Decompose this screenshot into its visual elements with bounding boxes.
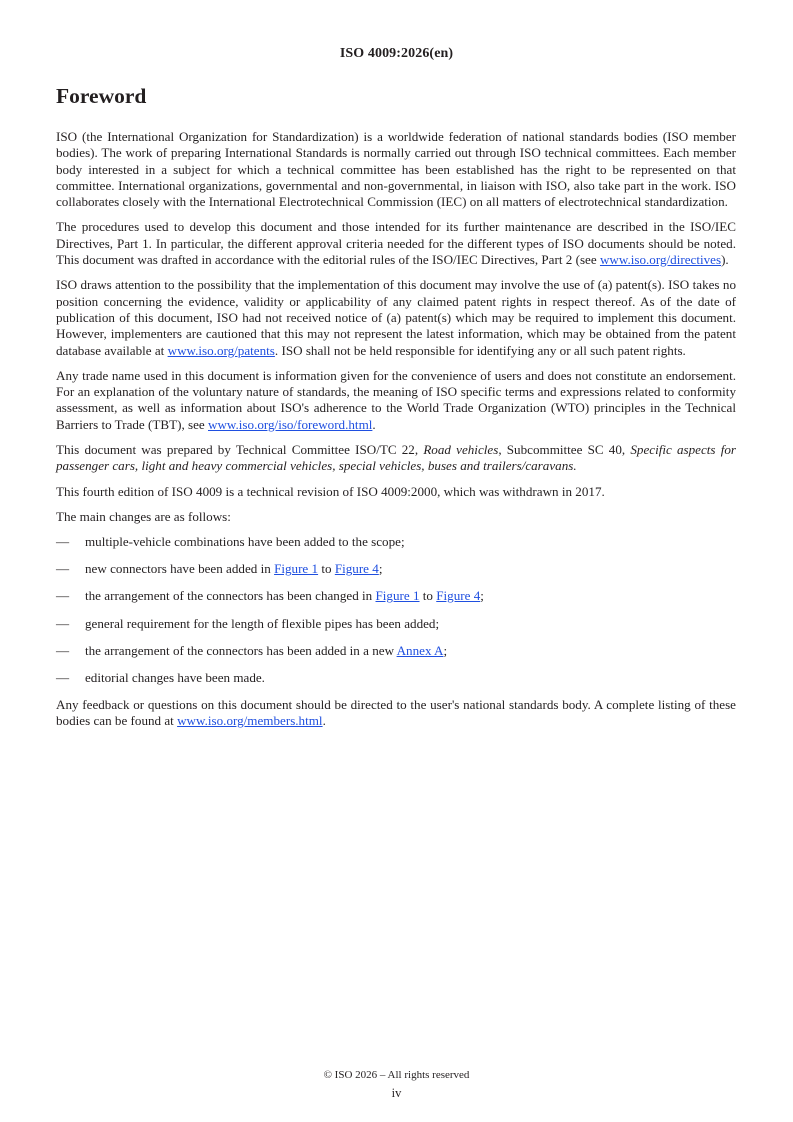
paragraph-changes-intro: The main changes are as follows: [56, 508, 231, 524]
paragraph-edition: This fourth edition of ISO 4009 is a technical revision of ISO 4009:2000, which was withdrawn in 2017. [56, 483, 605, 499]
dash-bullet: — [56, 669, 70, 685]
changes-list [56, 534, 736, 686]
paragraph-prepared-by: This document was prepared by Technical Committee ISO/TC 22, Road vehicles, Subcommittee SC 40, Specific aspects for passenger cars, light and heavy commercial vehicles, special vehicles, buses and trailers/caravans. [56, 442, 736, 474]
paragraph-procedures: The procedures used to develop this document and those intended for its further maintenance are described in the ISO/IEC Directives, Part 1. In particular, the different approval criteria needed for the different types of ISO documents should be noted. This document was drafted in accordance with the editorial rules of the ISO/IEC Directives, Part 2 (see www.iso.org/directives). [56, 219, 736, 268]
page-number: iv [391, 1086, 402, 1100]
link-directives[interactable]: www.iso.org/directives [599, 252, 722, 268]
dash-bullet: — [56, 588, 70, 604]
paragraph-trade-name: Any trade name used in this document is information given for the convenience of users and does not constitute an endorsement. For an explanation of the voluntary nature of standards, the meaning of ISO specific terms and expressions related to conformity assessment, as well as information about ISO's adherence to the World Trade Organization (WTO) principles in the Technical Barriers to Trade (TBT), see www.iso.org/iso/foreword.html. [56, 367, 736, 432]
page-footer [0, 1066, 793, 1102]
paragraph-patents: ISO draws attention to the possibility that the implementation of this document may involve the use of (a) patent(s). ISO takes no position concerning the evidence, validity or applicability of any claimed patent rights in respect thereof. As of the date of publication of this document, ISO had not received notice of (a) patent(s) which may be required to implement this document. However, implementers are cautioned that this may not represent the latest information, which may be obtained from the patent database available at www.iso.org/patents. ISO shall not be held responsible for identifying any or all such patent rights. [56, 277, 736, 358]
list-item: — the arrangement of the connectors has been added in a new Annex A; [56, 642, 448, 658]
section-title: Foreword [56, 84, 147, 108]
list-item: — editorial changes have been made. [56, 669, 265, 685]
subcommittee-name: Specific aspects for passenger cars, light and heavy commercial vehicles, special vehicles, buses and trailers/caravans. [56, 442, 736, 474]
link-figure-4[interactable]: Figure 4 [334, 561, 379, 577]
link-members[interactable]: www.iso.org/members.html [177, 713, 323, 729]
paragraph-iso-intro: ISO (the International Organization for Standardization) is a worldwide federation of national standards bodies (ISO member bodies). The work of preparing International Standards is normally carried out through ISO technical committees. Each member body interested in a subject for which a technical committee has been established has the right to be represented on that committee. International organizations, governmental and non-governmental, in liaison with ISO, also take part in the work. ISO collaborates closely with the International Electrotechnical Commission (IEC) on all matters of electrotechnical standardization. [56, 129, 736, 210]
link-foreword[interactable]: www.iso.org/iso/foreword.html [208, 416, 373, 432]
list-item: — multiple-vehicle combinations have been added to the scope; [56, 534, 405, 550]
committee-name: Road vehicles [423, 442, 499, 458]
foreword-body [56, 129, 736, 738]
document-id-header: ISO 4009:2026(en) [339, 46, 454, 61]
link-figure-4[interactable]: Figure 4 [436, 588, 481, 604]
link-annex-a[interactable]: Annex A [396, 642, 444, 658]
list-item: — general requirement for the length of flexible pipes has been added; [56, 615, 440, 631]
dash-bullet: — [56, 561, 70, 577]
dash-bullet: — [56, 615, 70, 631]
link-figure-1[interactable]: Figure 1 [375, 588, 420, 604]
link-patents[interactable]: www.iso.org/patents [167, 342, 275, 358]
dash-bullet: — [56, 642, 70, 658]
copyright-notice: © ISO 2026 – All rights reserved [323, 1069, 470, 1081]
list-item: — the arrangement of the connectors has been changed in Figure 1 to Figure 4; [56, 588, 484, 604]
list-item: — new connectors have been added in Figure 1 to Figure 4; [56, 561, 383, 577]
dash-bullet: — [56, 534, 70, 550]
link-figure-1[interactable]: Figure 1 [274, 561, 319, 577]
paragraph-feedback: Any feedback or questions on this document should be directed to the user's national standards body. A complete listing of these bodies can be found at www.iso.org/members.html. [56, 696, 736, 729]
